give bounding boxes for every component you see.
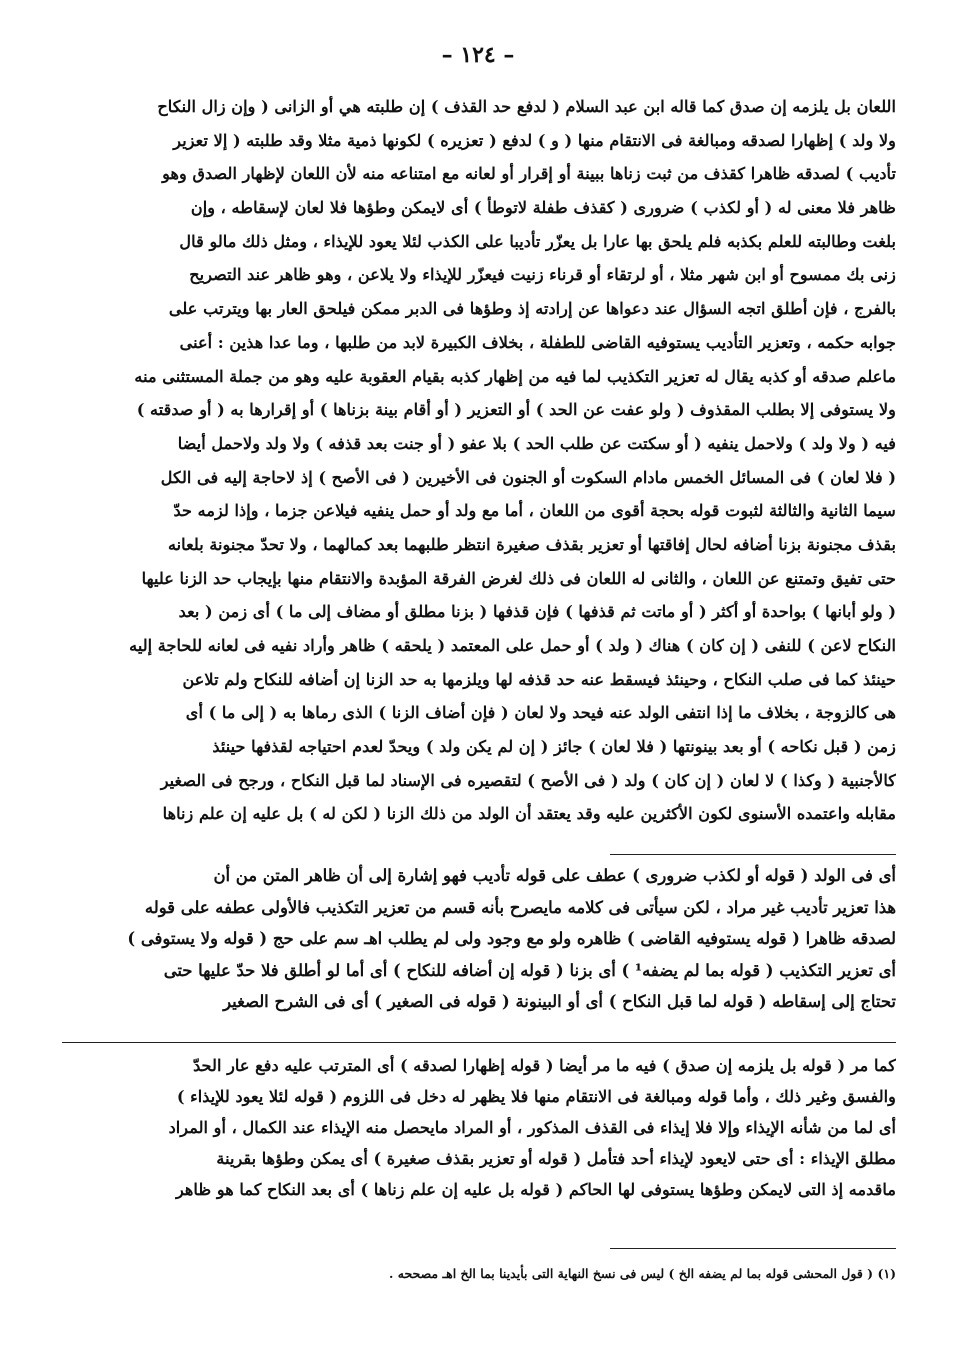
text-line: مقابله واعتمده الأسنوى لكون الأكثرين عليه وقد يعتقد أن الولد من ذلك الزنا ( لكن له ) بل عليه إن علم زناها bbox=[162, 804, 896, 824]
text-line: ظاهر فلا معنى له ( أو لكذب ) ضرورى ( كقذف طفلة لاتوطأ ) أى لايمكن وطؤها فلا لعان لإسقاطه ، وإن bbox=[190, 198, 896, 218]
text-line: النكاح لاعن ) للنفى ( إن كان ) هناك ( ولد ) أو حمل على المعتمد ( يلحقه ) ظاهر وأراد نفيه فى لعانه للحاجة إليه bbox=[129, 636, 896, 655]
footnote-line: (١) ( قول المحشى قوله بما لم يضفه الخ ) ليس فى نسخ النهاية التى بأيدينا بما الخ اهـ مصححه . bbox=[389, 1266, 896, 1281]
text-line: حتى تفيق وتمتنع عن اللعان ، والثانى له اللعان فى ذلك لغرض الفرقة المؤبدة والانتقام منها بإيجاب حد الزنا عليها bbox=[141, 568, 896, 588]
text-line: سيما الثانية والثالثة لثبوت قوله بحجة أقوى من اللعان ، أما مع ولد أو حمل ينفيه فيلاعن جزما ، وإذا لزمه حدّ bbox=[173, 501, 896, 521]
text-line: تأديب ) لصدقه ظاهرا كقذف من ثبت زناها ببينة أو إقرار أو لعانه مع امتناعه منه لأن اللعان لإظهار الصدق وهو bbox=[162, 164, 896, 184]
commentary-line: كما مر ( قوله بل يلزمه إن صدق ) فيه ما مر أيضا ( قوله إظهارا لصدقه ) أى المترتب عليه دفع عار الحدّ bbox=[193, 1056, 896, 1075]
commentary-line: مطلق الإيذاء : أى حتى لايعود لإيذاء أحد فتأمل ( قوله أو تعزير بقذف صغيرة ) أى يمكن وطؤها بقرينة bbox=[216, 1149, 896, 1168]
text-line: بالفرج ، فإن أطلق اتجه السؤال عند دعواها عن إرادته إذ وطؤها فى الدبر ممكن فيلحق العار بها ويترتب على bbox=[168, 299, 896, 319]
commentary-line: ماقدمه إذ التى لايمكن وطؤها يستوفى لها الحاكم ( قوله بل عليه إن علم زناها ) أى بعد النكاح كما هو ظاهر bbox=[175, 1180, 896, 1199]
commentary-line: هذا تعزير تأديب غير مراد ، لكن سيأتى فى كلامه مايصرح بأنه قسم من تعزير التكذيب فالأولى عطفه على قوله bbox=[144, 897, 896, 917]
text-line: بقذف مجنونة بزنا أضافه لحال إفاقتها أو تعزير بقذف صغيرة انتظر طلبهما بعد كمالهما ، ولا تحدّ مجنونة بلعانه bbox=[167, 534, 896, 554]
text-line: جوابه حكمه ، وتعزير التأديب يستوفيه القاضى للطفلة ، بخلاف الكبيرة لابد من طلبها ، وما عدا هذين : أعنى bbox=[179, 332, 896, 352]
text-line: ولا ولد ) إظهارا لصدقه ومبالغة فى الانتقام منها ( و ) لدفع ( تعزيره ) لكونها ذمية مثلا وقد طلبته ( إلا تعزير bbox=[173, 130, 896, 150]
commentary-line: أى تعزير التكذيب ( قوله بما لم يضفه¹ ) أى بزنا ( قوله إن أضافه للنكاح ) أى أما لو أطلق فلا حدّ عليها حتى bbox=[163, 960, 896, 980]
text-line: زمن ( قبل نكاحه ) أو بعد بينونتها ( فلا لعان ) جائز ( إن لم يكن ولد ) ويحدّ لعدم احتياجه لقذفها حينئذ bbox=[212, 737, 896, 757]
commentary-line: أى فى الولد ( قوله أو لكذب ضرورى ) عطف على قوله تأديب فهو إشارة إلى أن ظاهر المتن من أن bbox=[213, 866, 896, 885]
commentary-separator bbox=[62, 1042, 896, 1043]
commentary-line: لصدقه ظاهرا ( قوله يستوفيه القاضى ) ظاهره ولو مع وجود ولى لم يطلب اهـ سم على حج ( قوله ولا يستوفى ) bbox=[127, 929, 896, 948]
commentary-divider bbox=[610, 854, 896, 855]
text-line: فيه ( ولا ولد ) ولاحمل ينفيه ( أو سكتت عن طلب الحد ) بلا عفو ( أو جنت بعد قذفه ) ولا ولد ولاحمل أيضا bbox=[177, 433, 896, 453]
main-text bbox=[62, 90, 896, 831]
text-line: ولا يستوفى إلا بطلب المقذوف ( ولو عفت عن الحد ) أو التعزير ( أو أقام بينة بزناها ) أو إقرارها به ( أو صدقته ) bbox=[136, 400, 896, 420]
commentary-line: أى لما من شأنه الإيذاء وإلا فلا إيذاء فى القذف المذكور ، أو المراد مايحصل منه الإيذاء عند الكمال ، أو المراد bbox=[168, 1118, 896, 1137]
text-line: ( ولو أبانها ) بواحدة أو أكثر ( أو ماتت ثم قذفها ) فإن قذفها ( بزنا مطلق أو مضاف إلى ما ) أى زمن ( بعد bbox=[178, 602, 896, 622]
commentary-line: والفسق وغير ذلك ، وأما قوله ومبالغة فى الانتقام منها فلا يظهر له دخل فى اللزوم ( قوله لئلا يعود للإيذاء ) bbox=[176, 1087, 896, 1106]
text-line: زنى بك ممسوح أو ابن شهر مثلا ، أو لرتقاء أو قرناء زنيت فيعزّر للإيذاء ولا يلاعن ، وهو ظاهر عند التصريح bbox=[189, 265, 896, 285]
commentary-first bbox=[62, 860, 896, 1018]
footnote-divider bbox=[610, 1248, 896, 1249]
text-line: حينئذ كما فى صلب النكاح ، وحينئذ فيسقط عنه حد قذفه لها ويلزمها به حد الزنا إن أضافه للنكاح ولم تلاعن bbox=[182, 669, 896, 689]
text-line: ( فلا لعان ) فى المسائل الخمس مادام السكوت أو الجنون فى الأخيرين ( فى الأصح ) إذ لاحاجة إليه فى الكل bbox=[160, 467, 896, 487]
text-line: بلغت وطالبته للعلم بكذبه فلم يلحق بها عارا بل يعزّر تأديبا على الكذب لئلا يعود للإيذاء ، ومثل ذلك مالو قال bbox=[179, 231, 896, 251]
text-line: ماعلم صدقه أو كذبه يقال له تعزير التكذيب لما فيه من إظهار كذبه بقيام العقوبة عليه وهو من جملة المستثنى منه bbox=[134, 366, 896, 386]
commentary-line: تحتاج إلى إسقاطه ( قوله لما قبل النكاح ) أى أو البينونة ( قوله فى الصغير ) أى فى الشرح الصغير bbox=[223, 992, 896, 1011]
text-line: هى كالزوجة ، بخلاف ما إذا انتفى الولد عنه فيحد ولا لعان ( فإن أضاف الزنا ) الذى رماها به ( إلى ما ) أى bbox=[185, 703, 896, 723]
commentary-second bbox=[62, 1050, 896, 1205]
page-number: – ١٢٤ – bbox=[441, 42, 515, 68]
footnote bbox=[62, 1262, 896, 1286]
text-line: كالأجنبية ( وكذا ) لا لعان ( إن كان ) ولد ( فى الأصح ) لتقصيره فى الإسناد لما قبل النكاح ، ورجح فى الصغير bbox=[160, 770, 896, 790]
text-line: اللعان بل يلزمه إن صدق كما قاله ابن عبد السلام ( لدفع حد القذف ) إن طلبته هي أو الزانى ( وإن زال النكاح bbox=[157, 97, 896, 116]
